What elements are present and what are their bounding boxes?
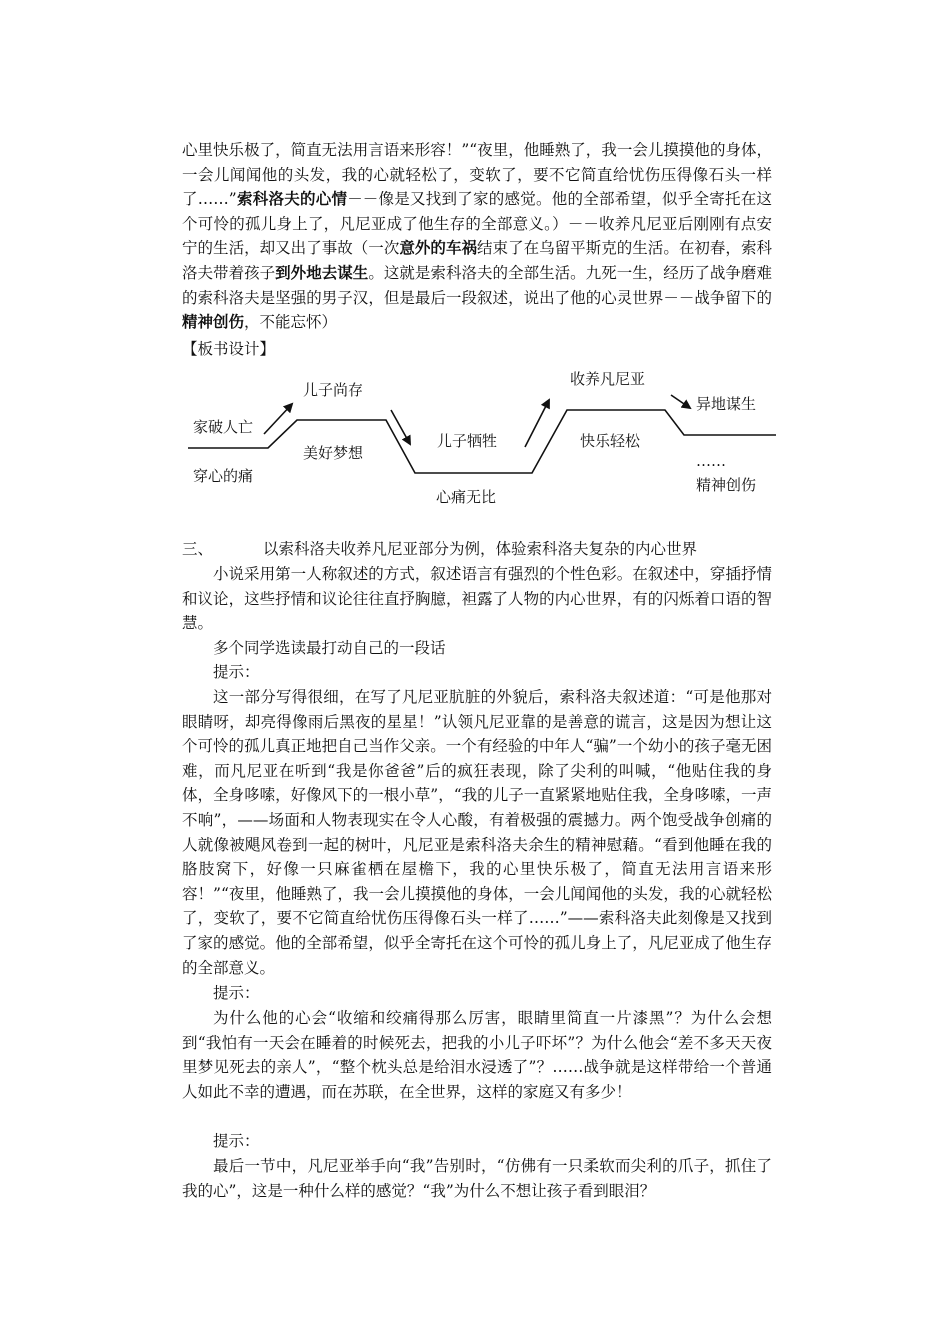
text-run: ，不能忘怀） [244,313,338,332]
students-reading-line: 多个同学选读最打动自己的一段话 [213,639,446,657]
paragraph-final-questions: 最后一节中，凡尼亚举手向“我”告别时，“仿佛有一只柔软而尖利的爪子，抓住了我的心”，这是一种什么样的感觉？“我”为什么不想让孩子看到眼泪？ [182,1157,772,1200]
text-run: 结束了在乌留平斯克的生活。在初春，索科洛夫带着孩子 [182,239,772,282]
text-run: －－像是又找到了家的感觉。他的全部希望，似乎全寄托在这个可怜的孤儿身上了，凡尼亚成了他生存的全部意义。）－－收养凡尼亚后刚刚有点安宁的生活，却又出了事故（一次 [182,190,772,258]
label-elsewhere: 异地谋生 [696,395,757,413]
label-good-dream: 美好梦想 [303,444,364,462]
board-design-heading: 【板书设计】 [182,340,276,358]
label-son-alive: 儿子尚存 [303,381,364,399]
hint-label: 提示： [213,984,260,1002]
text-run: 心里快乐极了，简直无法用言语来形容！”“夜里，他睡熟了，我一会儿摸摸他的身体，一会儿闻闻他的头发，我的心就轻松了，变软了，要不它简直给忧伤压得像石头一样了……” [182,141,772,209]
bold-phrase: 到外地去谋生 [275,262,369,282]
label-heart-pain: 心痛无比 [436,488,497,506]
hint-label: 提示： [213,1132,260,1150]
section-title: 以索科洛夫收养凡尼亚部分为例，体验索科洛夫复杂的内心世界 [263,540,698,558]
paragraph-sokolov-mood [182,138,772,335]
label-trauma: 精神创伤 [696,476,757,494]
section-heading [182,537,697,562]
text-run: 。这就是索科洛夫的全部生活。九死一生，经历了战争磨难的索科洛夫是坚强的男子汉，但是最后一段叙述，说出了他的心灵世界－－战争留下的 [182,263,772,307]
hint-label: 提示： [213,663,260,681]
paragraph-analysis: 这一部分写得很细，在写了凡尼亚肮脏的外貌后，索科洛夫叙述道：“可是他那对眼睛呀，却亮得像雨后黑夜的星星！”认领凡尼亚靠的是善意的谎言，这是因为想让这个可怜的孤儿真正地把自己当作父亲。一个有经验的中年人“骗”一个幼小的孩子毫无困难，而凡尼亚在听到“我是你爸爸”后的疯狂表现，除了尖利的叫喊，“他贴住我的身体，全身哆嗦，好像风下的一根小草”，“我的儿子一直紧紧地贴住我，全身哆嗦，一声不响”，——场面和人物表现实在令人心酸，有着极强的震撼力。两个饱受战争创痛的人就像被飓风卷到一起的树叶，凡尼亚是索科洛夫余生的精神慰藉。“看到他睡在我的胳肢窝下，好像一只麻雀栖在屋檐下，我的心里快乐极了，简直无法用言语来形容！”“夜里，他睡熟了，我一会儿摸摸他的身体，一会儿闻闻他的头发，我的心就轻松了，变软了，要不它简直给忧伤压得像石头一样了……”——索科洛夫此刻像是又找到了家的感觉。他的全部希望，似乎全寄托在这个可怜的孤儿身上了，凡尼亚成了他生存的全部意义。 [182,688,772,977]
label-family-broken: 家破人亡 [193,418,254,436]
label-son-sacrificed: 儿子牺牲 [437,432,498,450]
bold-phrase: 索科洛夫的心情 [236,189,348,209]
arrow-down-elsewhere [671,395,690,408]
label-adopt: 收养凡尼亚 [570,370,646,388]
label-heartbreak: 穿心的痛 [193,467,254,485]
bold-phrase: 意外的车祸 [399,238,478,258]
label-ellipsis: …… [696,452,726,470]
arrow-down-son-sacrificed [391,410,410,444]
board-design-diagram [0,360,950,510]
label-happy: 快乐轻松 [580,432,641,450]
paragraph-questions: 为什么他的心会“收缩和绞痛得那么厉害，眼睛里简直一片漆黑”？为什么会想到“我怕有一天会在睡着的时候死去，把我的小儿子吓坏”？为什么他会“差不多天天夜里梦见死去的亲人”，“整个枕头总是给泪水浸透了”？……战争就是这样带给一个普通人如此不幸的遭遇，而在苏联，在全世界，这样的家庭又有多少！ [182,1009,772,1101]
section-number: 三、 [182,540,214,558]
bold-phrase: 精神创伤 [182,312,245,332]
arrow-up-adopt [525,400,549,447]
paragraph-narration: 小说采用第一人称叙述的方式，叙述语言有强烈的个性色彩。在叙述中，穿插抒情和议论，这些抒情和议论往往直抒胸臆，袒露了人物的内心世界，有的闪烁着口语的智慧。 [182,565,772,633]
